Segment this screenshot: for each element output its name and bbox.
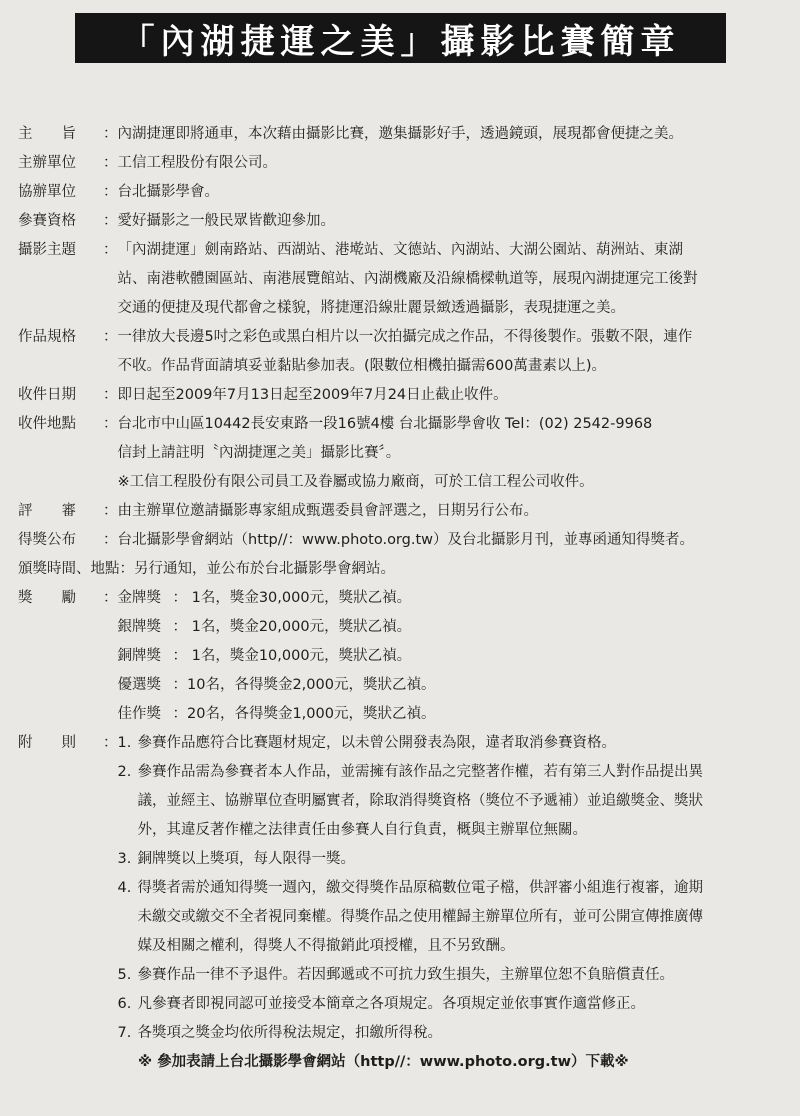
rule-text-line: 媒及相關之權利，得獎人不得撤銷此項授權，且不另致酬。 xyxy=(137,938,515,954)
page-title: 「內湖捷運之美」攝影比賽簡章 xyxy=(75,13,726,63)
rule-text-line: 凡參賽者即視同認可並接受本簡章之各項規定。各項規定並依事實作適當修正。 xyxy=(137,996,645,1012)
award-name: 銀牌獎 xyxy=(117,619,161,635)
dates-text: 即日起至2009年7月13日起至2009年7月24日止截止收件。 xyxy=(117,387,508,403)
specs-text-line: 不收。作品背面請填妥並黏貼參加表。(限數位相機拍攝需600萬畫素以上)。 xyxy=(117,358,606,374)
co-organizer-row: 協辦單位 ： 台北攝影學會。 xyxy=(18,178,793,207)
specs-label: 作品規格 xyxy=(18,329,76,345)
specs-row: 作品規格 ： 一律放大長邊5吋之彩色或黑白相片以一次拍攝完成之作品，不得後製作。張數不限，連作 不收。作品背面請填妥並黏貼參加表。(限數位相機拍攝需600萬畫素以上)。 xyxy=(18,323,793,381)
eligibility-label: 參賽資格 xyxy=(18,213,76,229)
rule-text-line: 參賽作品需為參賽者本人作品，並需擁有該作品之完整著作權，若有第三人對作品提出異 xyxy=(137,764,703,780)
download-note: ※ 參加表請上台北攝影學會網站（http//：www.photo.org.tw）下載※ xyxy=(138,1054,629,1070)
specs-text-line: 一律放大長邊5吋之彩色或黑白相片以一次拍攝完成之作品，不得後製作。張數不限，連作 xyxy=(117,329,693,345)
rule-item xyxy=(118,961,794,990)
judging-label: 評 審 xyxy=(18,503,76,519)
theme-text-line: 「內湖捷運」劍南路站、西湖站、港墘站、文德站、內湖站、大湖公園站、葫洲站、東湖 xyxy=(117,242,683,258)
purpose-text: 內湖捷運即將通車，本次藉由攝影比賽，邀集攝影好手，透過鏡頭，展現都會便捷之美。 xyxy=(117,126,683,142)
rules-list xyxy=(118,729,794,1048)
rule-text-line: 各獎項之獎金均依所得稅法規定，扣繳所得稅。 xyxy=(137,1025,442,1041)
theme-row: 攝影主題 ： 「內湖捷運」劍南路站、西湖站、港墘站、文德站、內湖站、大湖公園站、葫洲站、東湖 站、南港軟體園區站、南港展覽館站、內湖機廠及沿線橋樑軌道等，展現內湖捷運完工後對 交通的便捷及現代都會之樣貌，將捷運沿線壯麗景緻透過攝影，表現捷運之美。 xyxy=(18,236,793,323)
theme-text-line: 交通的便捷及現代都會之樣貌，將捷運沿線壯麗景緻透過攝影，表現捷運之美。 xyxy=(117,300,625,316)
rule-item xyxy=(118,990,794,1019)
announcement-label: 得獎公布 xyxy=(18,532,76,548)
dates-row: 收件日期 ： 即日起至2009年7月13日起至2009年7月24日止截止收件。 xyxy=(18,381,793,410)
rule-number: 5. xyxy=(117,967,132,983)
document-body xyxy=(18,120,793,1077)
award-detail: ： 1名，獎金10,000元，獎狀乙禎。 xyxy=(172,648,412,664)
rules-row: 附 則 ： 1. 參賽作品應符合比賽題材規定，以未曾公開發表為限，違者取消參賽資格。 2. 參賽作品需為參賽者本人作品，並需擁有該作品之完整著作權，若有第三人對作品提出異 議，並經主、協辦單位查明屬實者，除取消得獎資格（獎位不予遞補）並追繳獎金、獎狀 外，其違反著作權之法律責任由參賽人自行負責，概與主辦單位無關。 3. 銅牌獎以上獎項，每人限得一獎。 4. 得獎者需於通知得獎一週內，繳交得獎作品原稿數位電子檔，供評審小組進行複審，逾期 未繳交或繳交不全者視同棄權。得獎作品之使用權歸主辦單位所有，並可公開宣傳推廣傳 媒及相關之權利，得獎人不得撤銷此項授權，且不另致酬。 5. 參賽作品一律不予退件。若因郵遞或不可抗力致生損失，主辦單位恕不負賠償責任。 6. 凡參賽者即視同認可並接受本簡章之各項規定。各項規定並依事實作適當修正。 7. 各獎項之獎金均依所得稅法規定，扣繳所得稅。 xyxy=(18,729,793,1048)
rule-text-line: 得獎者需於通知得獎一週內，繳交得獎作品原稿數位電子檔，供評審小組進行複審，逾期 xyxy=(137,880,703,896)
address-label: 收件地點 xyxy=(18,416,76,432)
rule-item xyxy=(118,1019,794,1048)
award-name: 銅牌獎 xyxy=(117,648,161,664)
address-row: 收件地點 ： 台北市中山區10442長安東路一段16號4樓 台北攝影學會收 Tel：(02) 2542-9968 信封上請註明〝內湖捷運之美」攝影比賽〞。 ※工信工程股份有限公司員工及眷屬或協力廠商，可於工信工程公司收件。 xyxy=(18,410,793,497)
award-detail: ： 1名，獎金20,000元，獎狀乙禎。 xyxy=(172,619,412,635)
organizer-label: 主辦單位 xyxy=(18,155,76,171)
award-item xyxy=(118,642,794,671)
award-item xyxy=(118,584,794,613)
rule-number: 1. xyxy=(117,735,132,751)
award-item xyxy=(118,700,794,729)
award-item xyxy=(118,613,794,642)
rules-label: 附 則 xyxy=(18,735,76,751)
award-detail: ： 1名，獎金30,000元，獎狀乙禎。 xyxy=(172,590,412,606)
awards-label: 獎 勵 xyxy=(18,590,76,606)
organizer-text: 工信工程股份有限公司。 xyxy=(117,155,277,171)
rule-text-line: 銅牌獎以上獎項，每人限得一獎。 xyxy=(137,851,355,867)
co-organizer-text: 台北攝影學會。 xyxy=(117,184,219,200)
award-item xyxy=(118,671,794,700)
award-detail: ：10名，各得獎金2,000元，獎狀乙禎。 xyxy=(172,677,436,693)
rule-text-line: 參賽作品一律不予退件。若因郵遞或不可抗力致生損失，主辦單位恕不負賠償責任。 xyxy=(137,967,674,983)
eligibility-text: 愛好攝影之一般民眾皆歡迎參加。 xyxy=(117,213,335,229)
rule-number: 3. xyxy=(117,851,132,867)
rule-item xyxy=(118,845,794,874)
rule-number: 4. xyxy=(117,880,132,896)
address-text-line: 信封上請註明〝內湖捷運之美」攝影比賽〞。 xyxy=(117,445,401,461)
rule-number: 7. xyxy=(117,1025,132,1041)
award-name: 優選獎 xyxy=(117,677,161,693)
purpose-label: 主 旨 xyxy=(18,126,76,142)
rule-item xyxy=(118,758,794,845)
organizer-row: 主辦單位 ： 工信工程股份有限公司。 xyxy=(18,149,793,178)
rule-text-line: 參賽作品應符合比賽題材規定，以未曾公開發表為限，違者取消參賽資格。 xyxy=(137,735,616,751)
award-name: 金牌獎 xyxy=(117,590,161,606)
rule-item xyxy=(118,874,794,961)
rule-text-line: 未繳交或繳交不全者視同棄權。得獎作品之使用權歸主辦單位所有，並可公開宣傳推廣傳 xyxy=(137,909,703,925)
awards-row: 獎 勵 ： 金牌獎 ： 1名，獎金30,000元，獎狀乙禎。 銀牌獎 ： 1名，獎金20,000元，獎狀乙禎。 銅牌獎 ： 1名，獎金10,000元，獎狀乙禎。 優選獎 ：10名，各得獎金2,000元，獎狀乙禎。 佳作獎 ：20名，各得獎金1,000元，獎狀乙禎。 xyxy=(18,584,793,729)
rule-number: 6. xyxy=(117,996,132,1012)
judging-row: 評 審 ： 由主辦單位邀請攝影專家組成甄選委員會評選之，日期另行公布。 xyxy=(18,497,793,526)
theme-text-line: 站、南港軟體園區站、南港展覽館站、內湖機廠及沿線橋樑軌道等，展現內湖捷運完工後對 xyxy=(117,271,698,287)
ceremony-label: 頒獎時間、地點 xyxy=(18,561,120,577)
address-text-line: 台北市中山區10442長安東路一段16號4樓 台北攝影學會收 Tel：(02) 2542-9968 xyxy=(117,416,653,432)
co-organizer-label: 協辦單位 xyxy=(18,184,76,200)
address-note: ※工信工程股份有限公司員工及眷屬或協力廠商，可於工信工程公司收件。 xyxy=(117,474,594,490)
announcement-row: 得獎公布 ： 台北攝影學會網站（http//：www.photo.org.tw）及台北攝影月刊，並專函通知得獎者。 xyxy=(18,526,793,555)
rule-number: 2. xyxy=(117,764,132,780)
ceremony-row: 頒獎時間、地點 ： 另行通知，並公布於台北攝影學會網站。 xyxy=(18,555,793,584)
award-name: 佳作獎 xyxy=(117,706,161,722)
rule-text-line: 外，其違反著作權之法律責任由參賽人自行負責，概與主辦單位無關。 xyxy=(137,822,587,838)
dates-label: 收件日期 xyxy=(18,387,76,403)
theme-label: 攝影主題 xyxy=(18,242,76,258)
announcement-text: 台北攝影學會網站（http//：www.photo.org.tw）及台北攝影月刊，並專函通知得獎者。 xyxy=(117,532,694,548)
purpose-row: 主 旨 ： 內湖捷運即將通車，本次藉由攝影比賽，邀集攝影好手，透過鏡頭，展現都會便捷之美。 xyxy=(18,120,793,149)
rule-item xyxy=(118,729,794,758)
rule-text-line: 議，並經主、協辦單位查明屬實者，除取消得獎資格（獎位不予遞補）並追繳獎金、獎狀 xyxy=(137,793,703,809)
eligibility-row: 參賽資格 ： 愛好攝影之一般民眾皆歡迎參加。 xyxy=(18,207,793,236)
award-detail: ：20名，各得獎金1,000元，獎狀乙禎。 xyxy=(172,706,436,722)
judging-text: 由主辦單位邀請攝影專家組成甄選委員會評選之，日期另行公布。 xyxy=(117,503,538,519)
ceremony-text: 另行通知，並公布於台北攝影學會網站。 xyxy=(134,561,395,577)
